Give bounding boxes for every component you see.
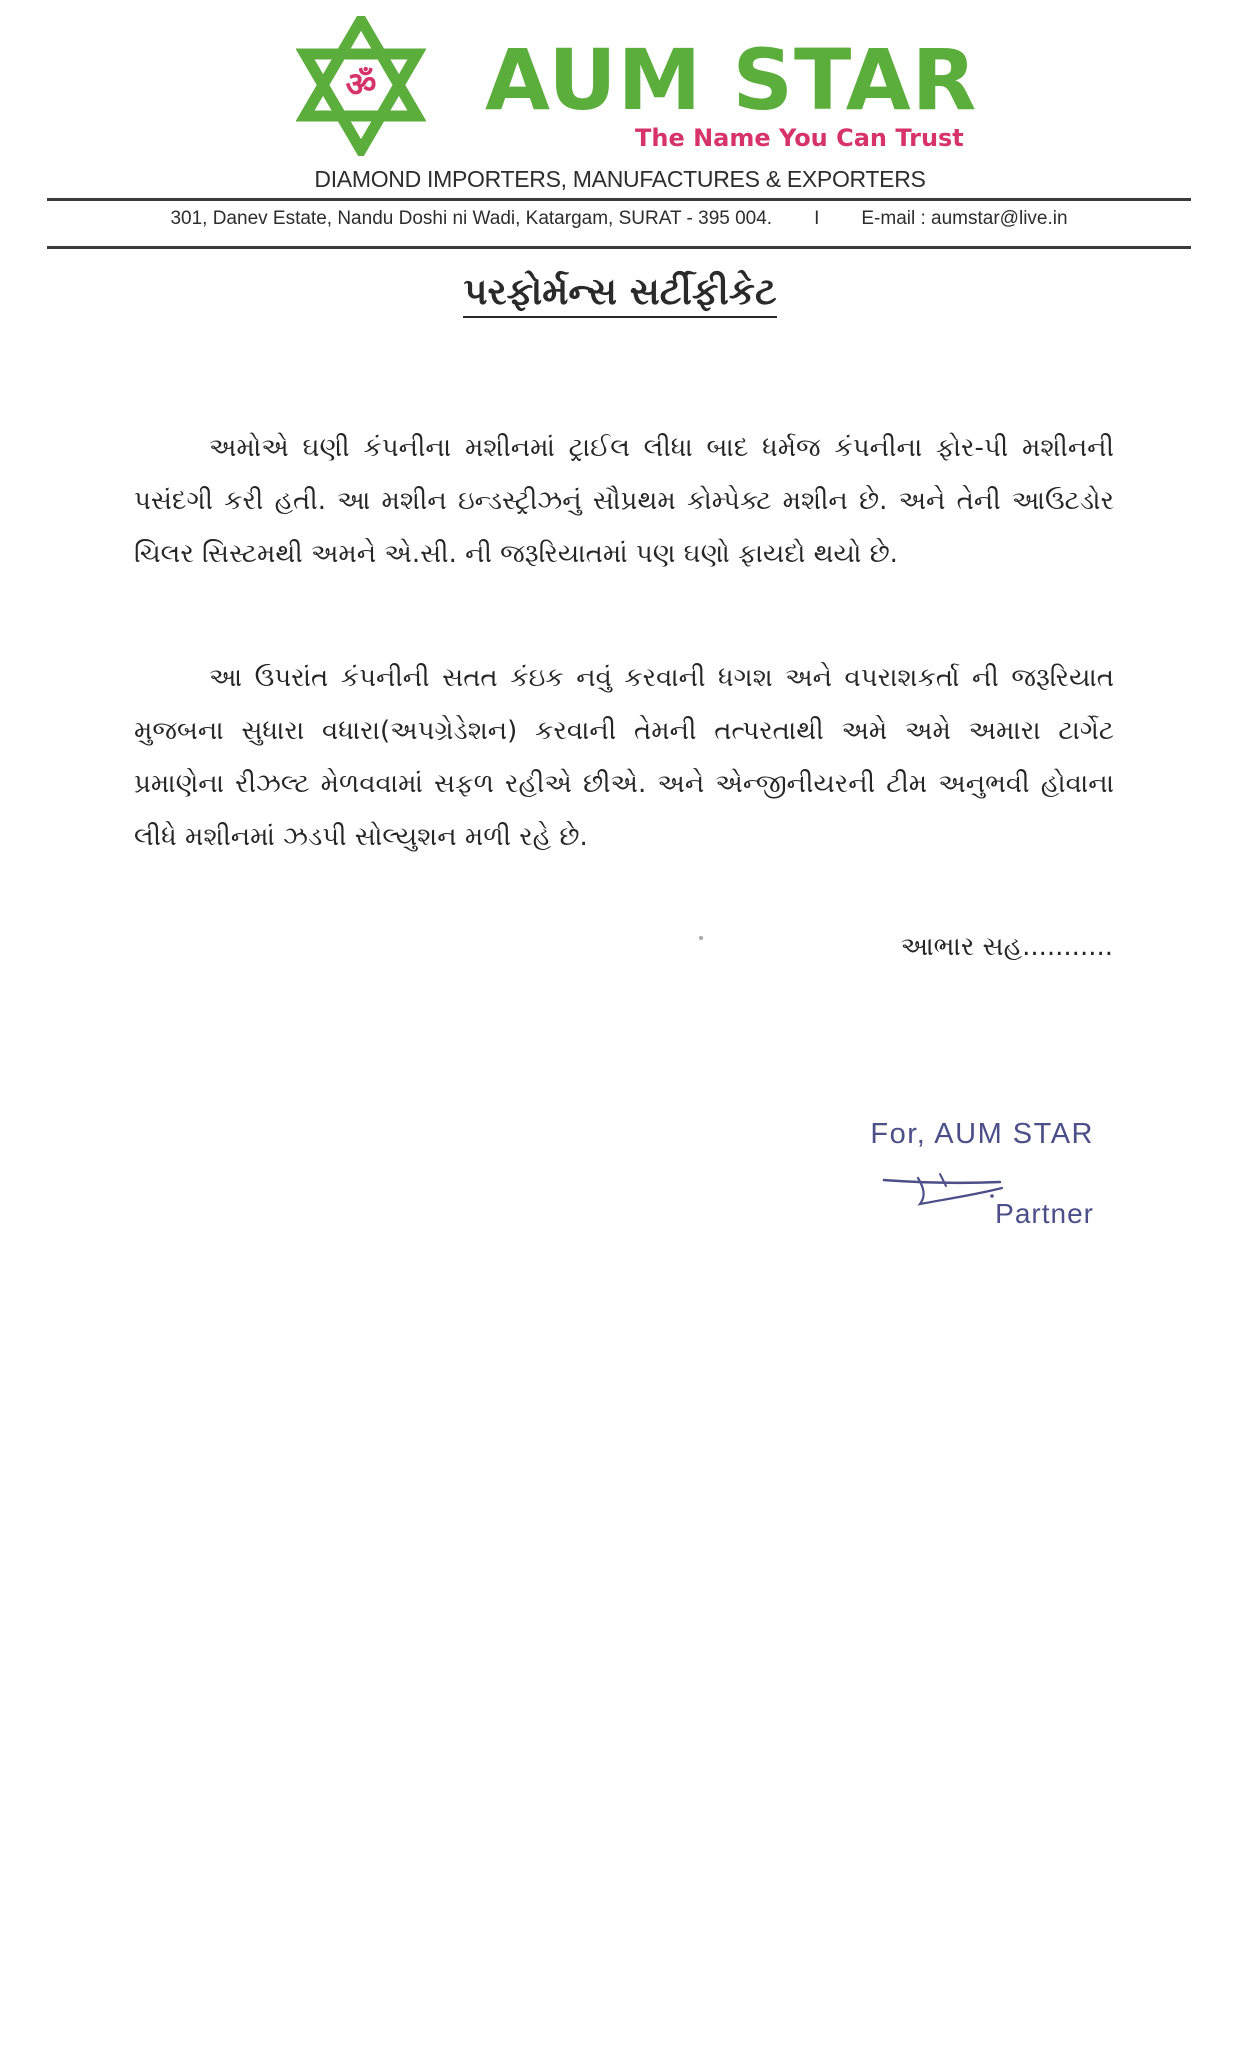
company-email: E-mail : aumstar@live.in xyxy=(861,208,1068,229)
business-description: DIAMOND IMPORTERS, MANUFACTURES & EXPORTERS xyxy=(314,166,926,192)
om-symbol: ॐ xyxy=(345,65,377,105)
company-tagline: The Name You Can Trust xyxy=(635,124,964,152)
stamp-company-line: For, AUM STAR xyxy=(870,1118,1094,1150)
company-name: AUM STAR xyxy=(485,31,978,129)
address-separator: I xyxy=(814,208,820,229)
header-top-rule xyxy=(47,198,1191,201)
header-bottom-rule xyxy=(47,246,1191,249)
closing-regards: આભાર સહ........... xyxy=(900,932,1113,962)
document-title-text: પરફોર્મન્સ સર્ટીફીકેટ xyxy=(463,270,776,318)
address-bar xyxy=(47,208,1191,230)
om-hexagram-star-icon xyxy=(296,16,426,156)
body-paragraph-1: અમોએ ઘણી કંપનીના મશીનમાં ટ્રાઈલ લીધા બાદ ધર્મજ કંપનીના ફોર-પી મશીનની પસંદગી કરી હતી. આ મશીન ઇન્ડસ્ટ્રીઝનું સૌપ્રથમ કોમ્પેક્ટ મશીન છે. અને તેની આઉટડોર ચિલર સિસ્ટમથી અમને એ.સી. ની જરૂરિયાતમાં પણ ઘણો ફાયદો થયો છે. xyxy=(134,433,1114,569)
document-title xyxy=(0,270,1240,314)
body-paragraph-2: આ ઉપરાંત કંપનીની સતત કંઇક નવું કરવાની ધગશ અને વપરાશકર્તા ની જરૂરિયાત મુજબના સુધારા વધારા(અપગ્રેડેશન) કરવાની તેમની તત્પરતાથી અમે અમે અમારા ટાર્ગેટ પ્રમાણેના રીઝલ્ટ મેળવવામાં સફળ રહીએ છીએ. અને એન્જીનીયરની ટીમ અનુભવી હોવાના લીધે મશીનમાં ઝડપી સોલ્યુશન મળી રહે છે. xyxy=(134,663,1114,852)
company-address: 301, Danev Estate, Nandu Doshi ni Wadi, Katargam, SURAT - 395 004. xyxy=(170,208,773,229)
stamp-role: Partner xyxy=(995,1198,1094,1229)
